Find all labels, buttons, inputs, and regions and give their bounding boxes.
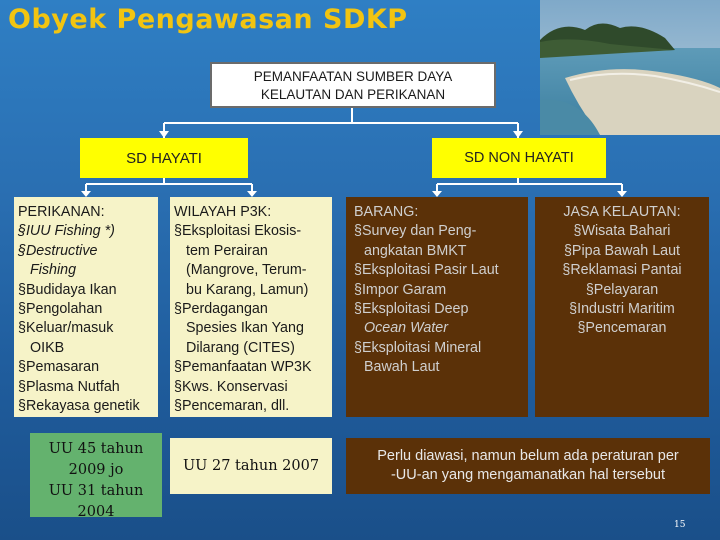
wilayah-item: §Pencemaran, dll.	[174, 398, 290, 415]
wilayah-heading: WILAYAH P3K:	[174, 204, 272, 220]
barang-item: §Eksploitasi Deep	[354, 301, 469, 318]
barang-item: §Survey dan Peng-	[354, 223, 477, 240]
sd-non-hayati-node: SD NON HAYATI	[432, 138, 606, 178]
jasa-item: §Pipa Bawah Laut	[563, 242, 681, 259]
perikanan-item: §Pemasaran	[18, 359, 100, 376]
uu-left-line: UU 31 tahun	[48, 483, 144, 499]
wilayah-item: Spesies Ikan Yang	[186, 320, 304, 337]
jasa-item: §Pelayaran	[585, 281, 659, 298]
jasa-heading: JASA KELAUTAN:	[563, 204, 681, 220]
regulation-note-box	[346, 438, 710, 494]
perikanan-item: §IUU Fishing *)	[18, 223, 115, 240]
wilayah-item: (Mangrove, Terum-	[186, 262, 307, 279]
wilayah-item: §Perdagangan	[174, 301, 268, 318]
barang-heading: BARANG:	[354, 204, 419, 220]
note-line-1: Perlu diawasi, namun belum ada peraturan per	[377, 448, 679, 464]
uu-27-2007-box: UU 27 tahun 2007	[170, 438, 332, 494]
root-node-line-2: KELAUTAN DAN PERIKANAN	[260, 87, 446, 102]
barang-column	[346, 197, 528, 417]
perikanan-item: §Rekayasa genetik	[18, 398, 140, 415]
perikanan-item: §Keluar/masuk	[18, 320, 114, 337]
wilayah-item: §Eksploitasi Ekosis-	[174, 223, 302, 240]
barang-item: §Impor Garam	[354, 281, 447, 298]
jasa-item: §Wisata Bahari	[573, 223, 671, 240]
barang-item: §Eksploitasi Pasir Laut	[354, 262, 499, 279]
uu-left-line: 2004	[77, 504, 115, 520]
perikanan-item: §Destructive	[18, 242, 98, 259]
root-node-line-1: PEMANFAATAN SUMBER DAYA	[253, 69, 453, 84]
uu-45-2009-box	[30, 433, 162, 520]
jasa-kelautan-column	[535, 197, 709, 417]
perikanan-column	[14, 197, 158, 417]
barang-item: Bawah Laut	[364, 359, 440, 376]
barang-item: §Eksploitasi Mineral	[354, 339, 482, 356]
uu-left-line: UU 45 tahun	[48, 441, 144, 457]
jasa-item: §Industri Maritim	[569, 301, 675, 318]
jasa-item: §Reklamasi Pantai	[562, 262, 682, 279]
wilayah-item: §Pemanfaatan WP3K	[174, 359, 312, 376]
perikanan-item: §Plasma Nutfah	[18, 378, 120, 395]
wilayah-item: §Kws. Konservasi	[174, 378, 288, 395]
perikanan-item: §Pengolahan	[18, 301, 103, 318]
jasa-item: §Pencemaran	[577, 320, 667, 337]
wilayah-column	[170, 197, 332, 417]
perikanan-item: Fishing	[30, 262, 77, 279]
barang-item: angkatan BMKT	[364, 242, 467, 259]
page-number: 15	[674, 520, 686, 530]
perikanan-heading: PERIKANAN:	[18, 204, 105, 220]
uu-left-line: 2009 jo	[68, 462, 124, 478]
sd-hayati-node: SD HAYATI	[80, 138, 248, 178]
note-line-2: -UU-an yang mengamanatkan hal tersebut	[390, 467, 666, 483]
page-title: Obyek Pengawasan SDKP	[8, 4, 408, 35]
barang-item: Ocean Water	[364, 320, 448, 337]
perikanan-item: §Budidaya Ikan	[18, 281, 117, 298]
perikanan-item: OIKB	[30, 339, 65, 356]
wilayah-item: bu Karang, Lamun)	[186, 281, 309, 298]
wilayah-item: Dilarang (CITES)	[186, 339, 295, 356]
wilayah-item: tem Perairan	[186, 242, 268, 259]
root-node	[210, 62, 496, 108]
